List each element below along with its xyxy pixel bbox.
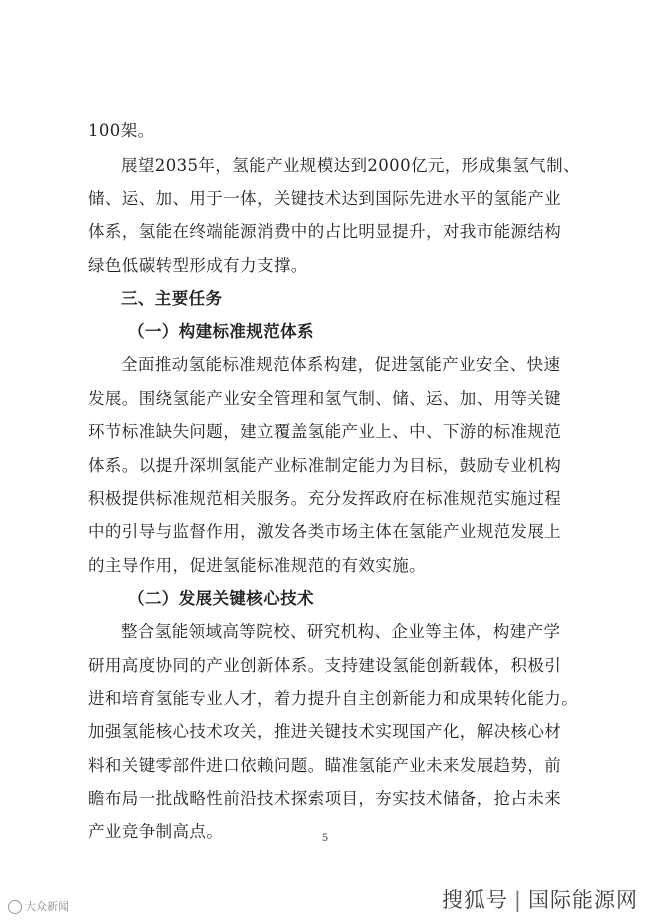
text-line: 的主导作用，促进氢能标准规范的有效实施。 bbox=[88, 556, 426, 575]
watermark-right bbox=[442, 884, 638, 914]
watermark-name: 国际能源网 bbox=[528, 888, 638, 912]
watermark-separator: | bbox=[513, 888, 522, 912]
text-line: 积极提供标准规范相关服务。充分发挥政府在标准规范实施过程 bbox=[88, 489, 562, 508]
text-line: 进和培育氢能专业人才，着力提升自主创新能力和成果转化能力。 bbox=[88, 689, 579, 708]
watermark-left bbox=[8, 898, 69, 914]
text-line: 料和关键零部件进口依赖问题。瞄准氢能产业未来发展趋势，前 bbox=[88, 756, 562, 775]
brand-logo-icon bbox=[8, 900, 22, 914]
watermark-source: 搜狐号 bbox=[441, 888, 508, 912]
subsection-heading: （二）发展关键核心技术 bbox=[128, 589, 314, 608]
text-line: 整合氢能领域高等院校、研究机构、企业等主体，构建产学 bbox=[121, 622, 561, 641]
text-line: 产业竞争制高点。 bbox=[88, 822, 224, 841]
text-line: 储、运、加、用于一体，关键技术达到国际先进水平的氢能产业 bbox=[88, 189, 562, 208]
text-line: 绿色低碳转型形成有力支撑。 bbox=[88, 256, 308, 275]
text-line: 全面推动氢能标准规范体系构建，促进氢能产业安全、快速 bbox=[121, 355, 561, 374]
text-line: 瞻布局一批战略性前沿技术探索项目，夯实技术储备，抢占未来 bbox=[88, 789, 562, 808]
page-number: 5 bbox=[321, 833, 329, 844]
text-line: 加强氢能核心技术攻关，推进关键技术实现国产化，解决核心材 bbox=[88, 722, 562, 741]
subsection-heading: （一）构建标准规范体系 bbox=[128, 322, 314, 341]
text-line: 环节标准缺失问题，建立覆盖氢能产业上、中、下游的标准规范 bbox=[88, 422, 562, 441]
section-heading: 三、主要任务 bbox=[121, 289, 223, 308]
text-line: 100架。 bbox=[88, 121, 155, 140]
text-line: 体系，氢能在终端能源消费中的占比明显提升，对我市能源结构 bbox=[88, 222, 562, 241]
text-line: 中的引导与监督作用，激发各类市场主体在氢能产业规范发展上 bbox=[88, 522, 562, 541]
text-line: 展望2035年，氢能产业规模达到2000亿元，形成集氢气制、 bbox=[121, 156, 580, 175]
text-line: 体系。以提升深圳氢能产业标准制定能力为目标，鼓励专业机构 bbox=[88, 456, 562, 475]
text-line: 发展。围绕氢能产业安全管理和氢气制、储、运、加、用等关键 bbox=[88, 389, 562, 408]
text-line: 研用高度协同的产业创新体系。支持建设氢能创新载体，积极引 bbox=[88, 656, 562, 675]
watermark-left-text: 大众新闻 bbox=[25, 900, 69, 913]
